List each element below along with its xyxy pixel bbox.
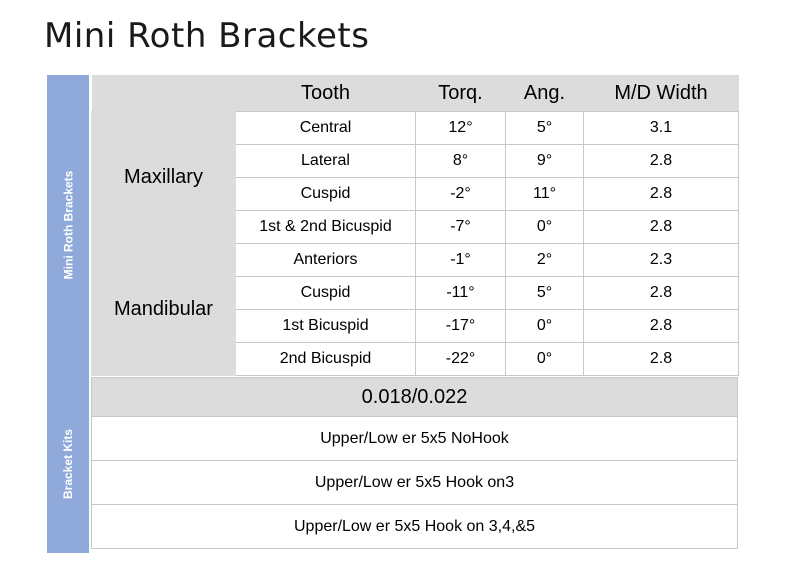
torque-cell: -22° (416, 343, 506, 376)
angulation-cell: 0° (506, 343, 584, 376)
tooth-cell: 2nd Bicuspid (236, 343, 416, 376)
width-cell: 2.8 (584, 145, 739, 178)
kit-item: Upper/Low er 5x5 Hook on3 (91, 461, 738, 505)
bracket-kits-section (91, 377, 738, 549)
angulation-cell: 0° (506, 211, 584, 244)
angulation-cell: 2° (506, 244, 584, 277)
tooth-cell: Cuspid (236, 277, 416, 310)
width-cell: 3.1 (584, 112, 739, 145)
torque-cell: 8° (416, 145, 506, 178)
tooth-cell: Central (236, 112, 416, 145)
width-cell: 2.8 (584, 277, 739, 310)
tooth-cell: Anteriors (236, 244, 416, 277)
table-row (92, 112, 739, 145)
tooth-cell: 1st & 2nd Bicuspid (236, 211, 416, 244)
kit-item: Upper/Low er 5x5 NoHook (91, 417, 738, 461)
torque-cell: -17° (416, 310, 506, 343)
torque-cell: -11° (416, 277, 506, 310)
kits-heading: 0.018/0.022 (91, 377, 738, 417)
kit-item: Upper/Low er 5x5 Hook on 3,4,&5 (91, 505, 738, 549)
width-cell: 2.8 (584, 211, 739, 244)
width-cell: 2.8 (584, 310, 739, 343)
angulation-cell: 0° (506, 310, 584, 343)
torque-cell: -7° (416, 211, 506, 244)
angulation-cell: 5° (506, 112, 584, 145)
tooth-cell: Cuspid (236, 178, 416, 211)
tooth-cell: Lateral (236, 145, 416, 178)
sidebar-kits (47, 375, 89, 553)
width-cell: 2.8 (584, 178, 739, 211)
header-torque: Torq. (416, 75, 506, 112)
angulation-cell: 9° (506, 145, 584, 178)
sidebar-brackets-label: Mini Roth Brackets (61, 170, 75, 280)
width-cell: 2.8 (584, 343, 739, 376)
torque-cell: 12° (416, 112, 506, 145)
sidebar-brackets (47, 75, 89, 375)
header-tooth: Tooth (236, 75, 416, 112)
width-cell: 2.3 (584, 244, 739, 277)
sidebar-kits-label: Bracket Kits (61, 428, 75, 500)
header-md-width: M/D Width (584, 75, 739, 112)
table-row (92, 244, 739, 277)
page-title: Mini Roth Brackets (44, 16, 370, 56)
torque-cell: -1° (416, 244, 506, 277)
header-angulation: Ang. (506, 75, 584, 112)
bracket-spec-table (91, 75, 739, 376)
header-blank-cell (92, 75, 236, 112)
tooth-cell: 1st Bicuspid (236, 310, 416, 343)
group-label-maxillary: Maxillary (92, 112, 236, 244)
angulation-cell: 11° (506, 178, 584, 211)
torque-cell: -2° (416, 178, 506, 211)
group-label-mandibular: Mandibular (92, 244, 236, 376)
angulation-cell: 5° (506, 277, 584, 310)
table-header-row (92, 75, 739, 112)
